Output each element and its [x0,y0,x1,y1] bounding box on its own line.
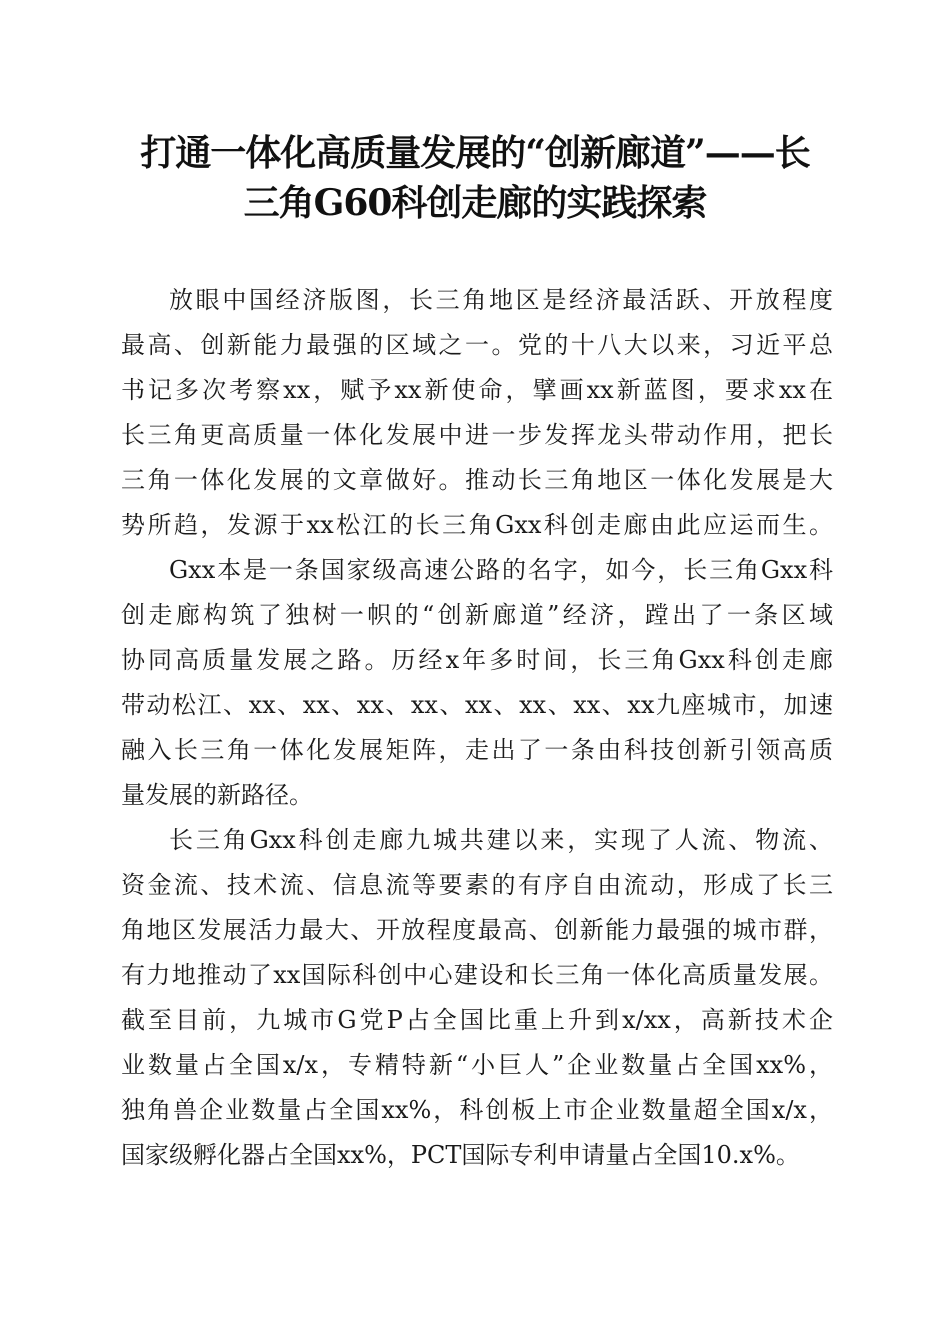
paragraph-3 [121,818,833,1178]
title-line: 打通一体化高质量发展的“创新廊道”——长 [140,132,810,174]
text-line: 长三角Gxx科创走廊九城共建以来，实现了人流、物流、 [169,826,833,854]
text-line: 最高、创新能力最强的区域之一。党的十八大以来，习近平总 [121,331,833,359]
document-title [118,128,832,228]
text-line: 量发展的新路径。 [121,781,313,809]
text-line: 角地区发展活力最大、开放程度最高、创新能力最强的城市群， [121,916,833,944]
text-line: 国家级孵化器占全国xx%，PCT国际专利申请量占全国10.x%。 [121,1141,800,1169]
document-body [121,278,833,1178]
text-line: 有力地推动了xx国际科创中心建设和长三角一体化高质量发展。 [121,961,833,989]
text-line: 资金流、技术流、信息流等要素的有序自由流动，形成了长三 [121,871,833,899]
text-line: Gxx本是一条国家级高速公路的名字，如今，长三角Gxx科 [169,556,833,584]
text-line: 放眼中国经济版图，长三角地区是经济最活跃、开放程度 [169,286,833,314]
text-line: 协同高质量发展之路。历经x年多时间，长三角Gxx科创走廊 [121,646,833,674]
text-line: 融入长三角一体化发展矩阵，走出了一条由科技创新引领高质 [121,736,833,764]
text-line: 截至目前，九城市G党P占全国比重上升到x/xx，高新技术企 [121,1006,833,1034]
text-line: 长三角更高质量一体化发展中进一步发挥龙头带动作用，把长 [121,421,833,449]
paragraph-2 [121,548,833,818]
text-line: 创走廊构筑了独树一帜的“创新廊道”经济，蹚出了一条区域 [121,601,833,629]
text-line: 业数量占全国x/x，专精特新“小巨人”企业数量占全国xx%， [121,1051,833,1079]
text-line: 独角兽企业数量占全国xx%，科创板上市企业数量超全国x/x， [121,1096,833,1124]
text-line: 势所趋，发源于xx松江的长三角Gxx科创走廊由此应运而生。 [121,511,833,539]
text-line: 带动松江、xx、xx、xx、xx、xx、xx、xx、xx九座城市，加速 [121,691,833,719]
text-line: 三角一体化发展的文章做好。推动长三角地区一体化发展是大 [121,466,833,494]
text-line: 书记多次考察xx，赋予xx新使命，擘画xx新蓝图，要求xx在 [121,376,833,404]
paragraph-1 [121,278,833,548]
title-line: 三角G60科创走廊的实践探索 [243,182,707,224]
